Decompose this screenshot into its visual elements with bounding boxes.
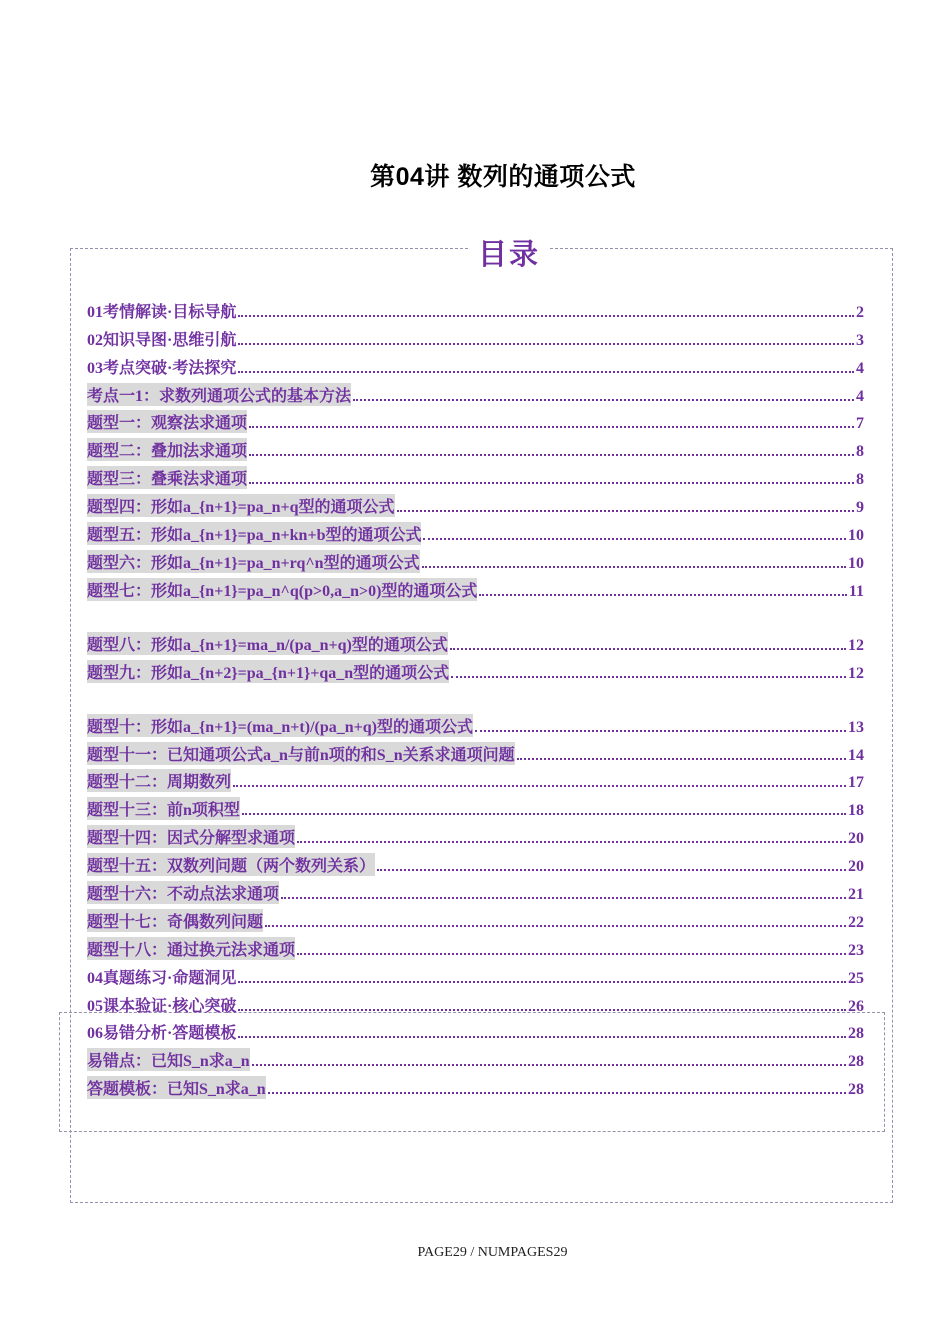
toc-entry-label: 题型十：形如a_{n+1}=(ma_n+t)/(pa_n+q)型的通项公式 xyxy=(87,714,473,737)
toc-entry[interactable] xyxy=(87,517,864,545)
toc-entry[interactable] xyxy=(87,988,864,1016)
toc-entry-label: 答题模板：已知S_n求a_n xyxy=(87,1076,266,1099)
toc-entry-label: 题型八：形如a_{n+1}=ma_n/(pa_n+q)型的通项公式 xyxy=(87,632,448,655)
toc-entry[interactable] xyxy=(87,820,864,848)
toc-entry-page: 25 xyxy=(848,969,864,987)
toc-entry-page: 18 xyxy=(848,802,864,820)
toc-entry-label: 题型十七：奇偶数列问题 xyxy=(87,909,263,932)
toc-entry-page: 12 xyxy=(848,664,864,682)
toc-dot-leader xyxy=(297,953,846,955)
toc-entry-label: 易错点：已知S_n求a_n xyxy=(87,1048,250,1071)
toc-entry-label: 04真题练习·命题洞见 xyxy=(87,969,237,987)
toc-entry-label: 题型十二：周期数列 xyxy=(87,769,231,792)
toc-entry[interactable] xyxy=(87,904,864,932)
toc-dot-leader xyxy=(233,785,846,787)
toc-entry-page: 10 xyxy=(848,554,864,572)
toc-dot-leader xyxy=(479,594,846,596)
toc-entry-page: 22 xyxy=(848,913,864,931)
toc-entry-label: 题型十四：因式分解型求通项 xyxy=(87,825,295,848)
toc-entry-page: 2 xyxy=(856,303,864,321)
toc-entry-label: 题型五：形如a_{n+1}=pa_n+kn+b型的通项公式 xyxy=(87,522,421,545)
toc-entry[interactable] xyxy=(87,932,864,960)
toc-dot-leader xyxy=(249,482,854,484)
toc-dot-leader xyxy=(475,730,846,732)
toc-entry[interactable] xyxy=(87,545,864,573)
toc-entry-page: 28 xyxy=(848,1025,864,1043)
toc-dot-leader xyxy=(397,510,854,512)
toc-entry[interactable] xyxy=(87,406,864,434)
toc-dot-leader xyxy=(252,1064,846,1066)
toc-entry-label: 题型一：观察法求通项 xyxy=(87,410,247,433)
toc-dot-leader xyxy=(451,676,846,678)
toc-entry-page: 20 xyxy=(848,858,864,876)
toc-dot-leader xyxy=(238,315,854,317)
toc-dot-leader xyxy=(297,841,846,843)
toc-entry-label: 题型十五：双数列问题（两个数列关系） xyxy=(87,853,375,876)
toc-entry-label: 题型十三：前n项积型 xyxy=(87,797,240,820)
toc-heading: 目录 xyxy=(470,232,548,273)
toc-dot-leader xyxy=(238,343,854,345)
toc-entry-page: 28 xyxy=(848,1081,864,1099)
toc-dot-leader xyxy=(238,981,846,983)
toc-dot-leader xyxy=(249,426,854,428)
toc-dot-leader xyxy=(265,925,846,927)
page-title: 第04讲 数列的通项公式 xyxy=(370,163,636,191)
toc-entry-page: 7 xyxy=(856,415,864,433)
toc-entry-label: 05课本验证·核心突破 xyxy=(87,997,237,1015)
toc-dot-leader xyxy=(423,538,846,540)
toc-entry-page: 28 xyxy=(848,1053,864,1071)
toc-entry[interactable] xyxy=(87,1071,864,1099)
toc-entry[interactable] xyxy=(87,461,864,489)
toc-entry[interactable] xyxy=(87,960,864,988)
toc-entry[interactable] xyxy=(87,848,864,876)
toc-dot-leader xyxy=(422,566,846,568)
toc-dot-leader xyxy=(238,371,854,373)
toc-dot-leader xyxy=(450,648,846,650)
toc-entry-label: 题型六：形如a_{n+1}=pa_n+rq^n型的通项公式 xyxy=(87,550,420,573)
toc-entry-page: 17 xyxy=(848,774,864,792)
toc-entry-label: 题型十八：通过换元法求通项 xyxy=(87,937,295,960)
toc-entry-label: 题型七：形如a_{n+1}=pa_n^q(p>0,a_n>0)型的通项公式 xyxy=(87,578,477,601)
toc-entry-label: 题型九：形如a_{n+2}=pa_{n+1}+qa_n型的通项公式 xyxy=(87,660,449,683)
toc-entry-page: 9 xyxy=(856,499,864,517)
toc-entry-label: 题型三：叠乘法求通项 xyxy=(87,466,247,489)
toc-entry-page: 13 xyxy=(848,718,864,736)
toc-dot-leader xyxy=(268,1092,846,1094)
toc-entry[interactable] xyxy=(87,1016,864,1044)
toc-entry-page: 20 xyxy=(848,830,864,848)
page-footer: PAGE29 / NUMPAGES29 xyxy=(417,1245,568,1260)
toc-entry[interactable] xyxy=(87,876,864,904)
toc-entry-page: 8 xyxy=(856,443,864,461)
toc-entry[interactable] xyxy=(87,573,864,601)
toc-entry-label: 题型十六：不动点法求通项 xyxy=(87,881,279,904)
toc-entry-label: 题型二：叠加法求通项 xyxy=(87,438,247,461)
toc-entry[interactable] xyxy=(87,1043,864,1071)
toc-dot-leader xyxy=(353,399,854,401)
toc-entry-label: 02知识导图·思维引航 xyxy=(87,331,237,349)
toc-dot-leader xyxy=(238,1036,846,1038)
toc-entry[interactable] xyxy=(87,792,864,820)
toc-entry-page: 3 xyxy=(856,331,864,349)
toc-entry-label: 01考情解读·目标导航 xyxy=(87,303,237,321)
toc-entry[interactable] xyxy=(87,655,864,683)
table-of-contents xyxy=(87,294,864,1099)
toc-entry-label: 考点一1：求数列通项公式的基本方法 xyxy=(87,383,351,406)
toc-entry[interactable] xyxy=(87,322,864,350)
toc-entry[interactable] xyxy=(87,489,864,517)
toc-dot-leader xyxy=(281,897,846,899)
toc-dot-leader xyxy=(242,813,846,815)
toc-entry-page: 4 xyxy=(856,387,864,405)
toc-entry-page: 4 xyxy=(856,359,864,377)
toc-dot-leader xyxy=(517,758,846,760)
toc-entry[interactable] xyxy=(87,350,864,378)
toc-entry-label: 06易错分析·答题模板 xyxy=(87,1025,237,1043)
toc-entry-page: 21 xyxy=(848,886,864,904)
toc-entry[interactable] xyxy=(87,433,864,461)
toc-entry-label: 题型十一：已知通项公式a_n与前n项的和S_n关系求通项问题 xyxy=(87,742,515,765)
toc-dot-leader xyxy=(377,869,846,871)
toc-entry-page: 11 xyxy=(848,582,864,600)
toc-entry-page: 8 xyxy=(856,471,864,489)
toc-dot-leader xyxy=(238,1009,846,1011)
toc-dot-leader xyxy=(249,454,854,456)
toc-entry-page: 10 xyxy=(848,527,864,545)
toc-entry-page: 23 xyxy=(848,941,864,959)
toc-entry-page: 26 xyxy=(848,997,864,1015)
toc-entry-label: 03考点突破·考法探究 xyxy=(87,359,237,377)
toc-entry-page: 12 xyxy=(848,636,864,654)
toc-entry[interactable] xyxy=(87,765,864,793)
toc-entry-page: 14 xyxy=(848,746,864,764)
toc-entry[interactable] xyxy=(87,294,864,322)
toc-entry[interactable] xyxy=(87,737,864,765)
toc-entry[interactable] xyxy=(87,601,864,655)
toc-entry-label: 题型四：形如a_{n+1}=pa_n+q型的通项公式 xyxy=(87,494,395,517)
toc-entry[interactable] xyxy=(87,683,864,737)
toc-entry[interactable] xyxy=(87,378,864,406)
